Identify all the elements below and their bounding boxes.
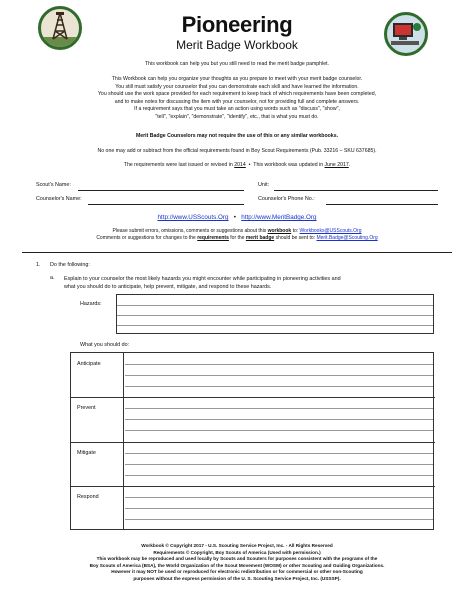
row-label-mitigate: Mitigate bbox=[77, 450, 96, 456]
intro-line: "tell", "explain", "demonstrate", "identify", etc., that is what you must do. bbox=[155, 113, 319, 120]
prevent-field[interactable] bbox=[125, 397, 433, 442]
counselor-notice: Merit Badge Counselors may not require the use of this or any similar workbooks. bbox=[135, 133, 339, 139]
table-row bbox=[71, 397, 435, 442]
footer-line: Boy Scouts of America (BSA), the World Organization of the Scout Movement (WOSM) or other Scouting and Guiding Organizations. bbox=[89, 562, 385, 568]
table-row bbox=[71, 442, 435, 486]
intro-line: You still must satisfy your counselor that you can demonstrate each skill and have learned the information. bbox=[115, 83, 359, 90]
counselor-phone-label: Counselor's Phone No.: bbox=[258, 196, 315, 202]
intro-line: You should use the work space provided for each requirement to keep track of which requirements have been completed, bbox=[97, 91, 377, 97]
footer bbox=[0, 543, 474, 583]
unit-field[interactable] bbox=[274, 182, 438, 191]
submit-text: to: bbox=[291, 228, 300, 234]
row-label-prevent: Prevent bbox=[77, 405, 96, 411]
scout-name-field[interactable] bbox=[78, 182, 244, 191]
hazards-label: Hazards: bbox=[80, 301, 102, 307]
meritbadge-link[interactable]: http://www.MeritBadge.Org bbox=[241, 214, 317, 221]
row-label-anticipate: Anticipate bbox=[77, 361, 101, 367]
req-text: Do the following: bbox=[50, 262, 90, 268]
counselor-name-field[interactable] bbox=[88, 196, 244, 205]
workbook-word: workbook bbox=[267, 228, 292, 234]
no-add-notice: No one may add or subtract from the official requirements found in Boy Scout Requirements (Pub. 33216 – SKU 637685). bbox=[97, 148, 377, 154]
page-title: Pioneering bbox=[181, 12, 293, 37]
bullet: • bbox=[233, 214, 236, 221]
tagline: This workbook can help you but you still need to read the merit badge pamphlet. bbox=[145, 61, 329, 67]
issued-prefix: The requirements were last issued or revised in bbox=[123, 162, 233, 168]
submit-text: Please submit errors, omissions, comments or suggestions about this bbox=[112, 228, 268, 234]
page-subtitle: Merit Badge Workbook bbox=[176, 38, 298, 52]
intro-line: If a requirement says that you must take an action using words such as "discuss", "show", bbox=[134, 106, 340, 112]
what-to-do-label: What you should do: bbox=[80, 342, 130, 348]
counselor-name-label: Counselor's Name: bbox=[36, 196, 82, 202]
req-number: 1. bbox=[36, 262, 41, 268]
req-a-line: Explain to your counselor the most likely hazards you might encounter while participating in pioneering activities and bbox=[64, 276, 341, 282]
bullet: • bbox=[248, 162, 251, 168]
footer-line: Workbook © Copyright 2017 - U.S. Scouting Service Project, Inc. - All Rights Reserved bbox=[141, 543, 333, 548]
footer-line: Requirements © Copyright, Boy Scouts of America (Used with permission.) bbox=[153, 549, 321, 555]
actions-table bbox=[70, 352, 434, 530]
req-a-line: what you should do to anticipate, help prevent, mitigate, and respond to these hazards. bbox=[64, 284, 272, 290]
counselor-phone-field[interactable] bbox=[326, 196, 438, 205]
submit-text: Comments or suggestions for changes to the bbox=[96, 235, 198, 241]
req-letter: a. bbox=[50, 275, 55, 281]
unit-label: Unit: bbox=[258, 182, 270, 188]
table-row bbox=[71, 353, 435, 397]
scout-name-label: Scout's Name: bbox=[36, 182, 71, 188]
footer-line: This workbook may be reproduced and used locally by Scouts and Scouters for purposes consistent with the programs of the bbox=[96, 556, 378, 562]
table-row bbox=[71, 486, 435, 529]
anticipate-field[interactable] bbox=[125, 353, 433, 397]
mitigate-field[interactable] bbox=[125, 442, 433, 486]
workbooks-email-link[interactable]: Workbooks@USScouts.Org bbox=[299, 228, 362, 234]
requirements-word: requirements bbox=[197, 235, 229, 241]
hazards-textarea[interactable] bbox=[116, 294, 434, 334]
issued-year: 2014 bbox=[234, 162, 246, 168]
updated-prefix: This workbook was updated in bbox=[253, 162, 324, 168]
submit-line-2 bbox=[0, 235, 474, 242]
intro-line: This Workbook can help you organize your thoughts as you prepare to meet with your merit badge counselor. bbox=[111, 76, 363, 82]
respond-field[interactable] bbox=[125, 486, 433, 529]
merit-badge-word: merit badge bbox=[245, 235, 275, 241]
submit-line-1 bbox=[0, 228, 474, 235]
submit-text: should be sent to: bbox=[274, 235, 317, 241]
row-label-respond: Respond bbox=[77, 494, 99, 500]
footer-line: However it may NOT be used or reproduced for electronic redistribution or for commercial or other non-Scouting bbox=[111, 569, 363, 575]
submit-text: for the bbox=[228, 235, 246, 241]
usscouts-link[interactable]: http://www.USScouts.Org bbox=[157, 214, 229, 221]
footer-line: purposes without the express permission of the U. S. Scouting Service Project, Inc. (USSSP). bbox=[133, 575, 341, 581]
req-a-text bbox=[64, 275, 454, 291]
issued-end: . bbox=[348, 162, 351, 168]
links-row bbox=[0, 214, 474, 221]
divider bbox=[22, 252, 452, 253]
merit-badge-email-link[interactable]: Merit.Badge@Scouting.Org bbox=[316, 235, 378, 241]
revision-info bbox=[0, 162, 474, 170]
intro-paragraph bbox=[0, 76, 474, 121]
intro-line: and to make notes for discussing the item with your counselor, not for providing full and complete answers. bbox=[114, 98, 360, 105]
updated-date: June 2017 bbox=[324, 162, 349, 168]
